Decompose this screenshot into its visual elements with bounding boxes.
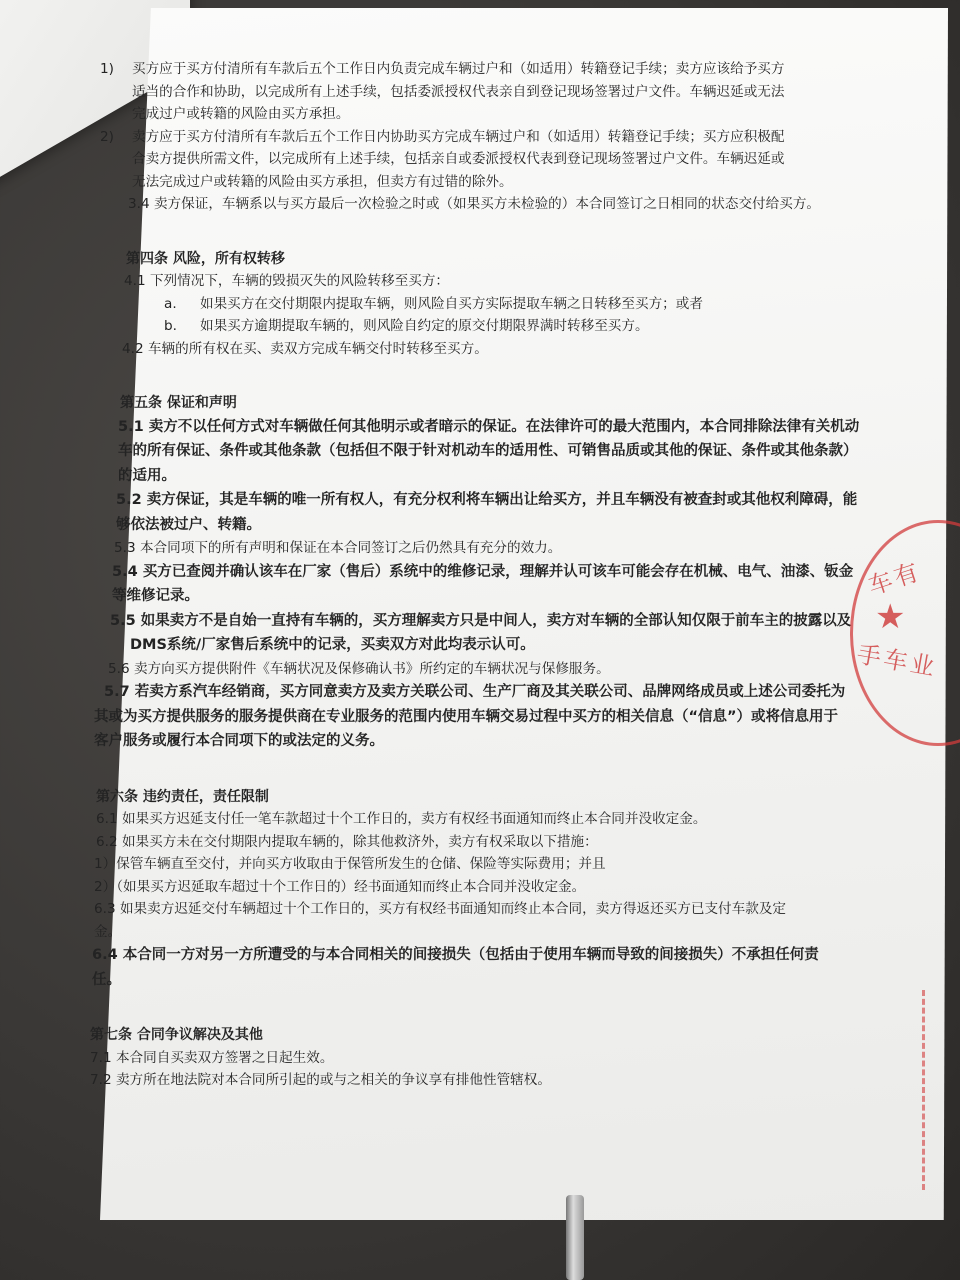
clause-5-7: 5.7 若卖方系汽车经销商，买方同意卖方及卖方关联公司、生产厂商及其关联公司、品牌网络成员或上述公司委托为 其或为买方提供服务的服务提供商在专业服务的范围内使用车辆交易过程中买方的相关信息（“信息”）或将信息用于 客户服务或履行本合同项下的或法定的义务。: [94, 684, 846, 749]
clause-6-3: 6.3 如果卖方迟延交付车辆超过十个工作日的，买方有权经书面通知而终止本合同，卖方得返还买方已支付车款及定 金。: [94, 901, 787, 940]
clause-4-1-a: a. 如果买方在交付期限内提取车辆，则风险自买方实际提取车辆之日转移至买方；或者: [164, 295, 703, 312]
clause-6-2: 6.2 如果买方未在交付期限内提取车辆的，除其他救济外，卖方有权采取以下措施：: [96, 833, 598, 850]
clause-number: 2): [100, 128, 114, 145]
clause-4-1: 4.1 下列情况下，车辆的毁损灭失的风险转移至买方：: [124, 273, 450, 289]
clause-number: 1): [100, 61, 114, 77]
clause-3-item-1: 1) 买方应于买方付清所有车款后五个工作日内负责完成车辆过户和（如适用）转籍登记手续；卖方应该给予买方 适当的合作和协助，以完成所有上述手续，包括委派授权代表亲自到登记现场签署过户文件。车辆迟延或无法 完成过户或转籍的风险由买方承担。: [100, 58, 860, 126]
clause-3-4: 3.4 卖方保证，车辆系以与买方最后一次检验之时或（如果买方未检验的）本合同签订之日相同的状态交付给买方。: [128, 196, 821, 212]
clause-6-2-measure-1: 1）保管车辆直至交付，并向买方收取由于保管所发生的仓储、保险等实际费用；并且: [94, 856, 606, 872]
contract-text: [90, 58, 860, 1092]
clause-5-1: 5.1 卖方不以任何方式对车辆做任何其他明示或者暗示的保证。在法律许可的最大范围内，本合同排除法律有关机动 车的所有保证、条件或其他条款（包括但不限于针对机动车的适用性、可销售品质或其他的保证、条件或其他条款） 的适用。: [118, 418, 860, 484]
article-4-heading: 第四条 风险，所有权转移: [126, 250, 285, 267]
star-icon: ★: [875, 597, 906, 637]
clause-5-3: 5.3 本合同项下的所有声明和保证在本合同签订之后仍然具有充分的效力。: [114, 540, 562, 556]
clause-5-4: 5.4 买方已查阅并确认该车在厂家（售后）系统中的维修记录，理解并认可该车可能会存在机械、电气、油漆、钣金 等维修记录。: [112, 563, 854, 604]
clause-6-1: 6.1 如果买方迟延支付任一笔车款超过十个工作日的，卖方有权经书面通知而终止本合同并没收定金。: [96, 811, 707, 827]
clause-4-1-b: b. 如果买方逾期提取车辆的，则风险自约定的原交付期限界满时转移至买方。: [164, 318, 649, 334]
clause-5-6: 5.6 卖方向买方提供附件《车辆状况及保修确认书》所约定的车辆状况与保修服务。: [108, 660, 610, 677]
article-5-heading: 第五条 保证和声明: [120, 395, 237, 411]
pen-clip: [566, 1195, 584, 1280]
clause-5-2: 5.2 卖方保证，其是车辆的唯一所有权人，有充分权利将车辆出让给买方，并且车辆没有被查封或其他权利障碍，能 够依法被过户、转籍。: [116, 492, 858, 533]
clause-3-item-2: 2) 卖方应于买方付清所有车款后五个工作日内协助买方完成车辆过户和（如适用）转籍登记手续；买方应积极配 合卖方提供所需文件，以完成所有上述手续，包括亲自或委派授权代表到登记现场签署过户文件。车辆迟延或 无法完成过户或转籍的风险由买方承担，但卖方有过错的除外。: [100, 126, 860, 194]
article-7-heading: 第七条 合同争议解决及其他: [90, 1027, 263, 1043]
clause-5-5: 5.5 如果卖方不是自始一直持有车辆的，买方理解卖方只是中间人，卖方对车辆的全部认知仅限于前车主的披露以及 DMS系统/厂家售后系统中的记录，买卖双方对此均表示认可。: [110, 612, 852, 653]
clause-6-2-measure-2: 2）（如果买方迟延取车超过十个工作日的）经书面通知而终止本合同并没收定金。: [94, 878, 586, 895]
clause-7-1: 7.1 本合同自买卖双方签署之日起生效。: [90, 1049, 334, 1066]
clause-4-2: 4.2 车辆的所有权在买、卖双方完成车辆交付时转移至买方。: [122, 340, 488, 357]
article-6-heading: 第六条 违约责任，责任限制: [96, 788, 269, 805]
seal-edge-mark: [922, 990, 960, 1190]
clause-6-4: 6.4 本合同一方对另一方所遭受的与本合同相关的间接损失（包括由于使用车辆而导致的间接损失）不承担任何责 任。: [92, 947, 819, 988]
company-seal: 车有 ★ 手车业: [850, 520, 960, 746]
clause-7-2: 7.2 卖方所在地法院对本合同所引起的或与之相关的争议享有排他性管辖权。: [90, 1072, 551, 1088]
